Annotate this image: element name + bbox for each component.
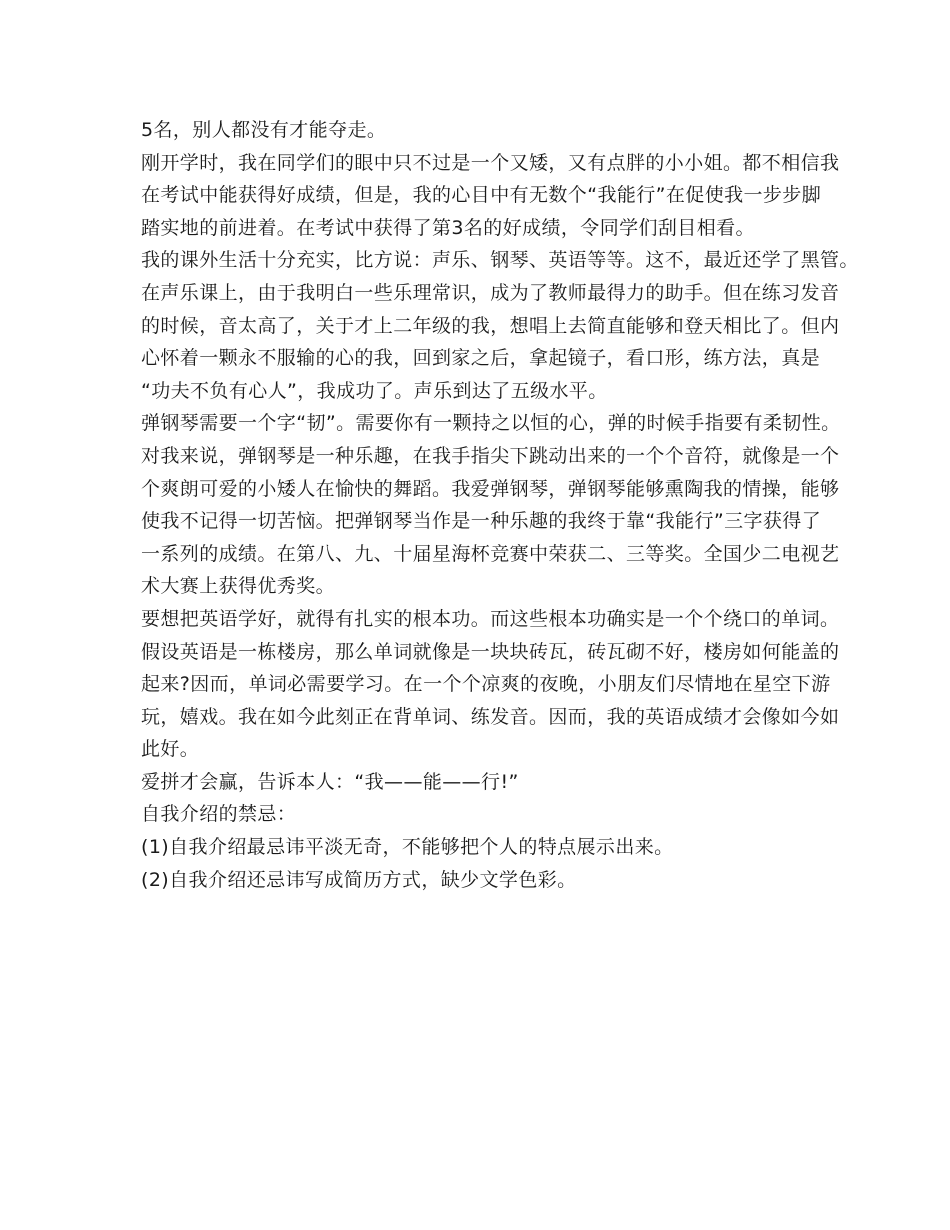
text-line: 一系列的成绩。在第八、九、十届星海杯竞赛中荣获二、三等奖。全国少二电视艺	[141, 542, 840, 565]
document-body	[141, 114, 859, 896]
text-line: 假设英语是一栋楼房，那么单词就像是一块块砖瓦，砖瓦砌不好，楼房如何能盖的	[141, 640, 840, 663]
text-line: 刚开学时，我在同学们的眼中只不过是一个又矮，又有点胖的小小姐。都不相信我	[141, 151, 840, 174]
text-line: 要想把英语学好，就得有扎实的根本功。而这些根本功确实是一个个绕口的单词。	[141, 607, 840, 630]
text-line: (2)自我介绍还忌讳写成简历方式，缺少文学色彩。	[141, 868, 577, 891]
text-line: 起来?因而，单词必需要学习。在一个个凉爽的夜晚，小朋友们尽情地在星空下游	[141, 673, 831, 696]
text-line: 的时候，音太高了，关于才上二年级的我，想唱上去简直能够和登天相比了。但内	[141, 314, 840, 337]
text-line: (1)自我介绍最忌讳平淡无奇，不能够把个人的特点展示出来。	[141, 836, 674, 859]
text-line: 爱拼才会赢，告诉本人：“我——能——行!”	[141, 770, 519, 793]
text-line: “功夫不负有心人”，我成功了。声乐到达了五级水平。	[141, 379, 608, 402]
text-line: 此好。	[141, 738, 200, 761]
text-line: 在考试中能获得好成绩，但是，我的心目中有无数个“我能行”在促使我一步步脚	[141, 184, 822, 207]
text-line: 踏实地的前进着。在考试中获得了第3名的好成绩，令同学们刮目相看。	[141, 216, 755, 239]
text-line: 使我不记得一切苦恼。把弹钢琴当作是一种乐趣的我终于靠“我能行”三字获得了	[141, 510, 822, 533]
text-line: 对我来说，弹钢琴是一种乐趣，在我手指尖下跳动出来的一个个音符，就像是一个	[141, 444, 840, 467]
text-line: 我的课外生活十分充实，比方说：声乐、钢琴、英语等等。这不，最近还学了黑管。	[141, 249, 859, 272]
text-line: 弹钢琴需要一个字“韧”。需要你有一颗持之以恒的心，弹的时候手指要有柔韧性。	[141, 412, 841, 435]
text-line: 玩，嬉戏。我在如今此刻正在背单词、练发音。因而，我的英语成绩才会像如今如	[141, 705, 840, 728]
text-line: 术大赛上获得优秀奖。	[141, 575, 336, 598]
text-line: 心怀着一颗永不服输的心的我，回到家之后，拿起镜子，看口形，练方法，真是	[141, 347, 821, 370]
text-line: 个爽朗可爱的小矮人在愉快的舞蹈。我爱弹钢琴，弹钢琴能够熏陶我的情操，能够	[141, 477, 840, 500]
text-line: 5名，别人都没有才能夺走。	[141, 119, 387, 141]
text-line: 在声乐课上，由于我明白一些乐理常识，成为了教师最得力的助手。但在练习发音	[141, 281, 840, 304]
text-line: 自我介绍的禁忌：	[141, 803, 297, 826]
